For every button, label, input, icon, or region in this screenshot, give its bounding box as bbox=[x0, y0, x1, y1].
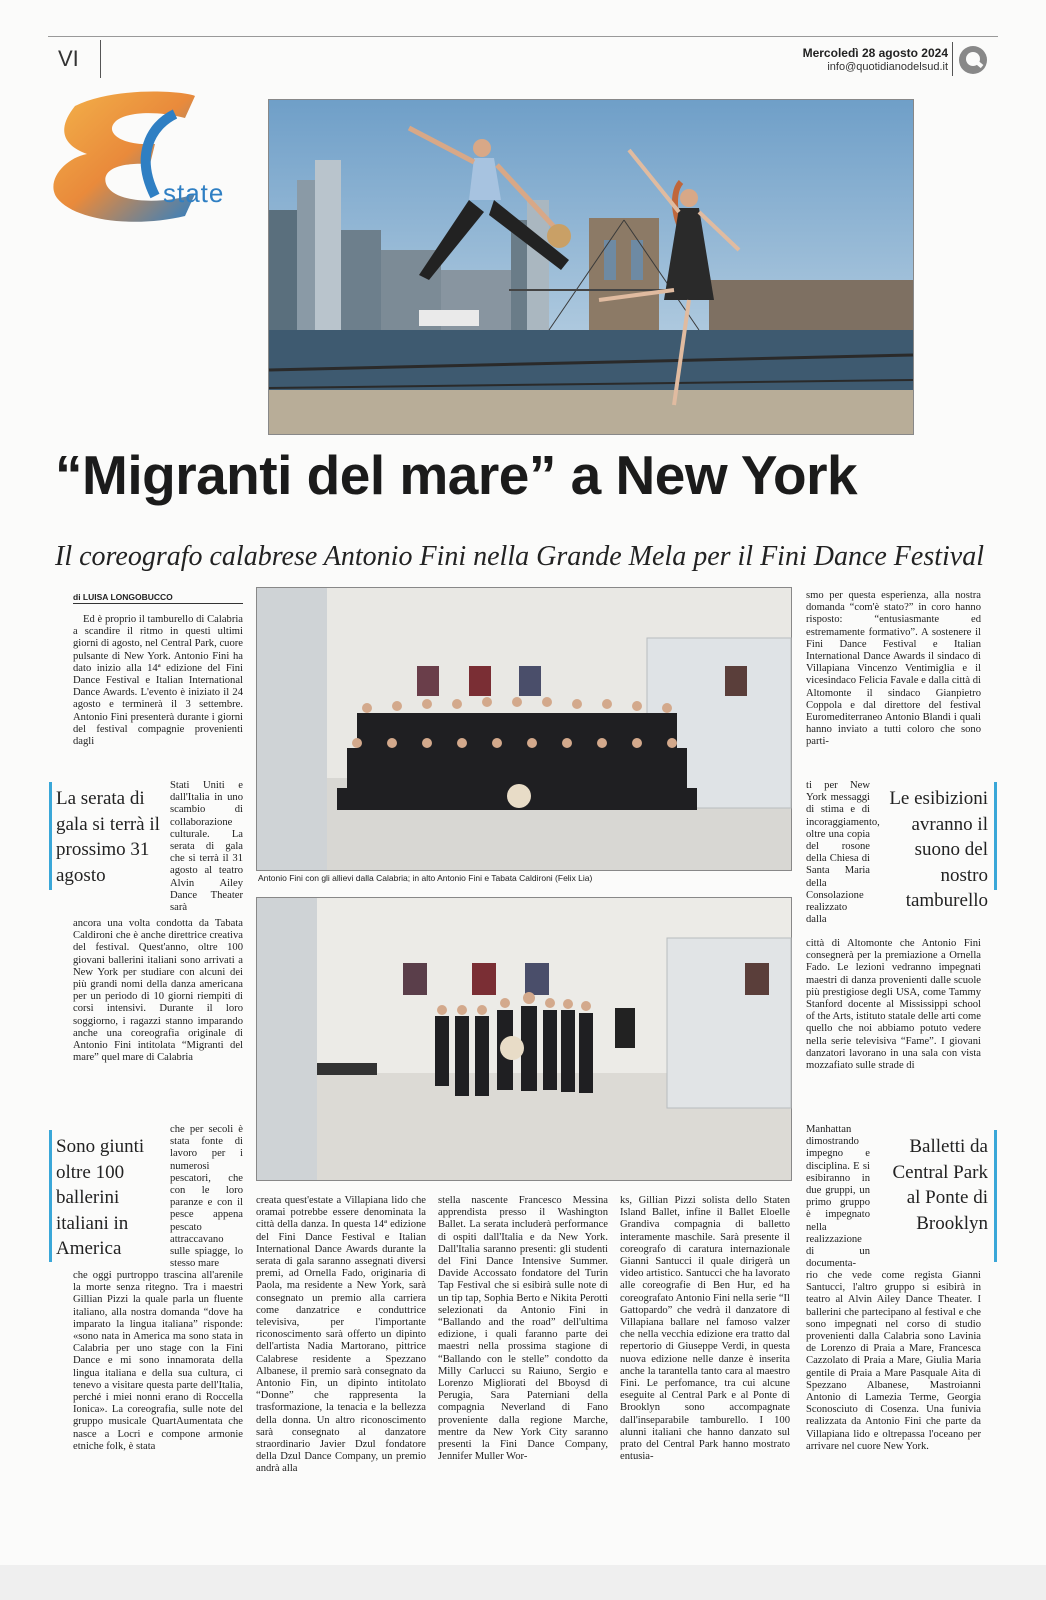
photo-caption: Antonio Fini con gli allievi dalla Calabria; in alto Antonio Fini e Tabata Caldironi (Felix Lia) bbox=[258, 873, 593, 883]
photo-dancers-brooklyn-bridge bbox=[268, 99, 914, 435]
article-column-5c: città di Altomonte che Antonio Fini consegnerà per la premiazione a Ornella Fado. Le lezioni vedranno impegnati maestri di danza provenienti dalle scuole più prestigiose degli USA, come Tammy Stanford docente al Mississippi school of the Arts, istituto statale delle arti come quello che noi abbiamo potuto vedere nella serie televisiva “Fame”. I giovani danzatori lavorano in una sala con vista mozzafiato sulle strade di bbox=[806, 938, 981, 1072]
bottom-strip bbox=[0, 1565, 1046, 1600]
article-column-4: ks, Gillian Pizzi solista dello Staten Island Ballet, infine il Ballet Eloelle Grandiva compagnia di balletto interamente maschile. Sarà presente il coreografo di caratura internazionale Gianni Santucci il quale dirigerà un video artistico. Santucci che ha lavorato alle coreografie di Ben Hur, ed ha coreografato Antonio Fini nella serie “Il Gattopardo” che vedrà il danzatore di Villapiana ballare nel famoso valzer che nella vecchia edizione era tratto dal repertorio di Giuseppe Verdi, in questa nuova edizione nelle danze è inserita anche la tarantella tanto cara al maestro Fini. Le perfomance, tra cui alcune eseguite al Central Park e al Ponte di Brooklyn sono accompagnate dall'inseparabile tamburello. I 100 alunni italiani che hanno danzato sul prato del Central Park hanno mostrato entusia- bbox=[620, 1195, 790, 1463]
photo-group-studio bbox=[256, 587, 792, 871]
pull-quote-2: Sono giunti oltre 100 ballerini italiani in America bbox=[56, 1136, 145, 1259]
page-number: VI bbox=[58, 46, 79, 71]
article-column-5e: rio che vede come regista Gianni Santucci, l'altro gruppo si esibirà in teatro al Alvin Ailey Dance Theater. I ballerini che partecipano al festival e che sono impegnati nel corso di studio provenienti dalla Calabria sono Lavinia de Lorenzo di Praia a Mare, Francesca Cazzolato di Praia a Mare, Giulia Maria gentile di Praia a Mare Pasquale Aita di Spezzano Albanese, Mastroianni Antonio di Lamezia Terme, Georgia Sconosciuto di Cosenza. Una funivia realizzata da Antonio Fini che parte da Villapiana lido e oltrepassa l'oceano per arrivare nel cuore New York. bbox=[806, 1270, 981, 1452]
estate-section-logo bbox=[45, 86, 245, 236]
article-column-3: stella nascente Francesco Messina apprendista presso il Washington Ballet. La serata includerà performance di ospiti dall'Italia e da New York. Dall'Italia saranno presenti: gli studenti del Fini Dance Intensive Summer. Davide Accossato fondatore del Turin Tap Festival che si esibirà sulle note di un tip tap, Sophia Berto e Nikita Perotti selezionati da Antonio Fini in “Ballando and the road” dell'ultima edizione, i quali faranno parte dei maestri nella prossima stagione di “Ballando con le stelle” condotto da Milly Carlucci su Raiuno, Sergio e Lorenzo Migliorati del Bboysd di Perugia, Sara Paterniani della compagnia Neverland di Fano proveniente dalla regione Marche, mentre da New York City saranno presenti la Fini Dance Company, Jennifer Muller Wor- bbox=[438, 1195, 608, 1463]
article-column-1a: Ed è proprio il tamburello di Calabria a scandire il ritmo in questi ultimi giorni di agosto, nel Central Park, cuore pulsante di New York. Antonio Fini ha dato inizio alla 14ª edizione del Fini Dance Festival e Italian International Dance Awards. L'evento è iniziato il 24 agosto e terminerà il 3 settembre. Antonio Fini presenterà durante i giorni del festival compagnie provenienti dagli bbox=[73, 614, 243, 748]
top-rule bbox=[48, 36, 998, 37]
photo-small-group-studio bbox=[256, 897, 792, 1181]
article-subheadline: Il coreografo calabrese Antonio Fini nella Grande Mela per il Fini Dance Festival bbox=[55, 541, 985, 572]
article-column-2: creata quest'estate a Villapiana lido che oramai potrebbe essere denominata la città della danza. In questa 14ª edizione del Fini Dance Festival e Italian International Dance Awards durante la serata di gala saranno assegnati diversi premi, ad Ornella Fado, originaria di Paola, ma residente a New York, sarà consegnato un premio alla carriera come danzatrice e conduttrice televisiva, per l'importante riconoscimento sarà offerto un dipinto dell'artista Nadia Martorano, pittrice Calabrese residente a Spezzano Albanese, il premio sarà consegnato da Antonio Fin, un dipinto intitolato “Donne” che rappresenta la trasformazione, la tenacia e la bellezza della donna. Un altro riconoscimento sarà consegnato al danzatore straordinario Javier Dzul fondatore della Dzul Dance Company, un premio andrà alla bbox=[256, 1195, 426, 1475]
pull-quote-bar bbox=[49, 1130, 52, 1262]
article-column-1b: Stati Uniti e dall'Italia in uno scambio di collaborazione culturale. La serata di gala che si terrà il 31 agosto al teatro Alvin Ailey Dance Theater sarà bbox=[170, 780, 243, 914]
contact-email[interactable]: info@quotidianodelsud.it bbox=[827, 61, 948, 73]
article-column-1c: ancora una volta condotta da Tabata Caldironi che è anche direttrice creativa del festival. Quest'anno, oltre 100 giovani ballerini italiani sono arrivati a New York per studiare con alcuni dei più grandi nomi della danza americana per un periodo di 10 giorni riempiti di corsi intensivi. Durante il loro soggiorno, i ragazzi stanno imparando anche una coreografia originale di Antonio Fini intitolata “Migranti del mare” quel mare di Calabria bbox=[73, 918, 243, 1064]
pull-quote-bar bbox=[994, 782, 997, 890]
newspaper-logo-icon bbox=[957, 44, 989, 76]
pull-quote-bar bbox=[49, 782, 52, 890]
estate-label: state bbox=[163, 178, 225, 208]
pull-quote-bar bbox=[994, 1130, 997, 1262]
pull-quote-1: La serata di gala si terrà il prossimo 31 agosto bbox=[56, 788, 160, 886]
article-column-5a: smo per questa esperienza, alla nostra domanda “com'è stato?” in coro hanno risposto: “entusiasmante ed estremamente formativo”. A sostenere il Fini Dance Festival e Italian International Dance Awards il sindaco di Villapiana Vincenzo Ventimiglia e il vicesindaco Felicia Favale e dalla città di Altomonte il sindaco Gianpietro Coppola e dal direttore del festival Euromediterraneo Antonio Blandi i quali hanno inviato a tutti coloro che sono parti- bbox=[806, 590, 981, 748]
article-byline: di LUISA LONGOBUCCO bbox=[73, 592, 173, 602]
article-column-1e: che oggi purtroppo trascina all'arenile la morte senza ritegno. Tra i maestri Gillian Pizzi la quale parla un fluente italiano, alla nostra domanda “dove ha imparato la lingua italiana” risponde: «sono nata in America ma sono stata in Calabria per uno stage con la Fini Dance e mi sono innamorata della lingua italiana e della sua cultura, ci tenevo a visitare questa parte dell'Italia, perché i miei nonni erano di Roccella Ionica». La coreografia, sulle note del gruppo musicale QuartAumentata che nasce a Locri e compone armonie etniche folk, è stata bbox=[73, 1270, 243, 1452]
article-column-1d: che per secoli è stata fonte di lavoro per i numerosi pescatori, che con le loro paranze e con il pesce appena pescato attraccavano sulle spiagge, lo stesso mare bbox=[170, 1124, 243, 1270]
byline-rule bbox=[73, 603, 243, 604]
article-headline: “Migranti del mare” a New York bbox=[55, 444, 858, 506]
article-column-5d: Manhattan dimostrando impegno e disciplina. E si esibiranno in due gruppi, un primo gruppo è impegnato nella realizzazione di un documenta- bbox=[806, 1124, 870, 1270]
pull-quote-3: Le esibizioni avranno il suono del nostro tamburello bbox=[889, 788, 988, 911]
estate-logo-icon bbox=[45, 86, 245, 236]
header-divider-right bbox=[952, 42, 953, 76]
issue-date: Mercoledì 28 agosto 2024 bbox=[802, 46, 948, 60]
pull-quote-4: Balletti da Central Park al Ponte di Brooklyn bbox=[892, 1136, 988, 1234]
header-divider bbox=[100, 40, 101, 78]
article-column-5b: ti per New York messaggi di stima e di incoraggiamento, oltre una copia del rosone della Chiesa di Santa Maria della Consolazione realizzato dalla bbox=[806, 780, 880, 926]
